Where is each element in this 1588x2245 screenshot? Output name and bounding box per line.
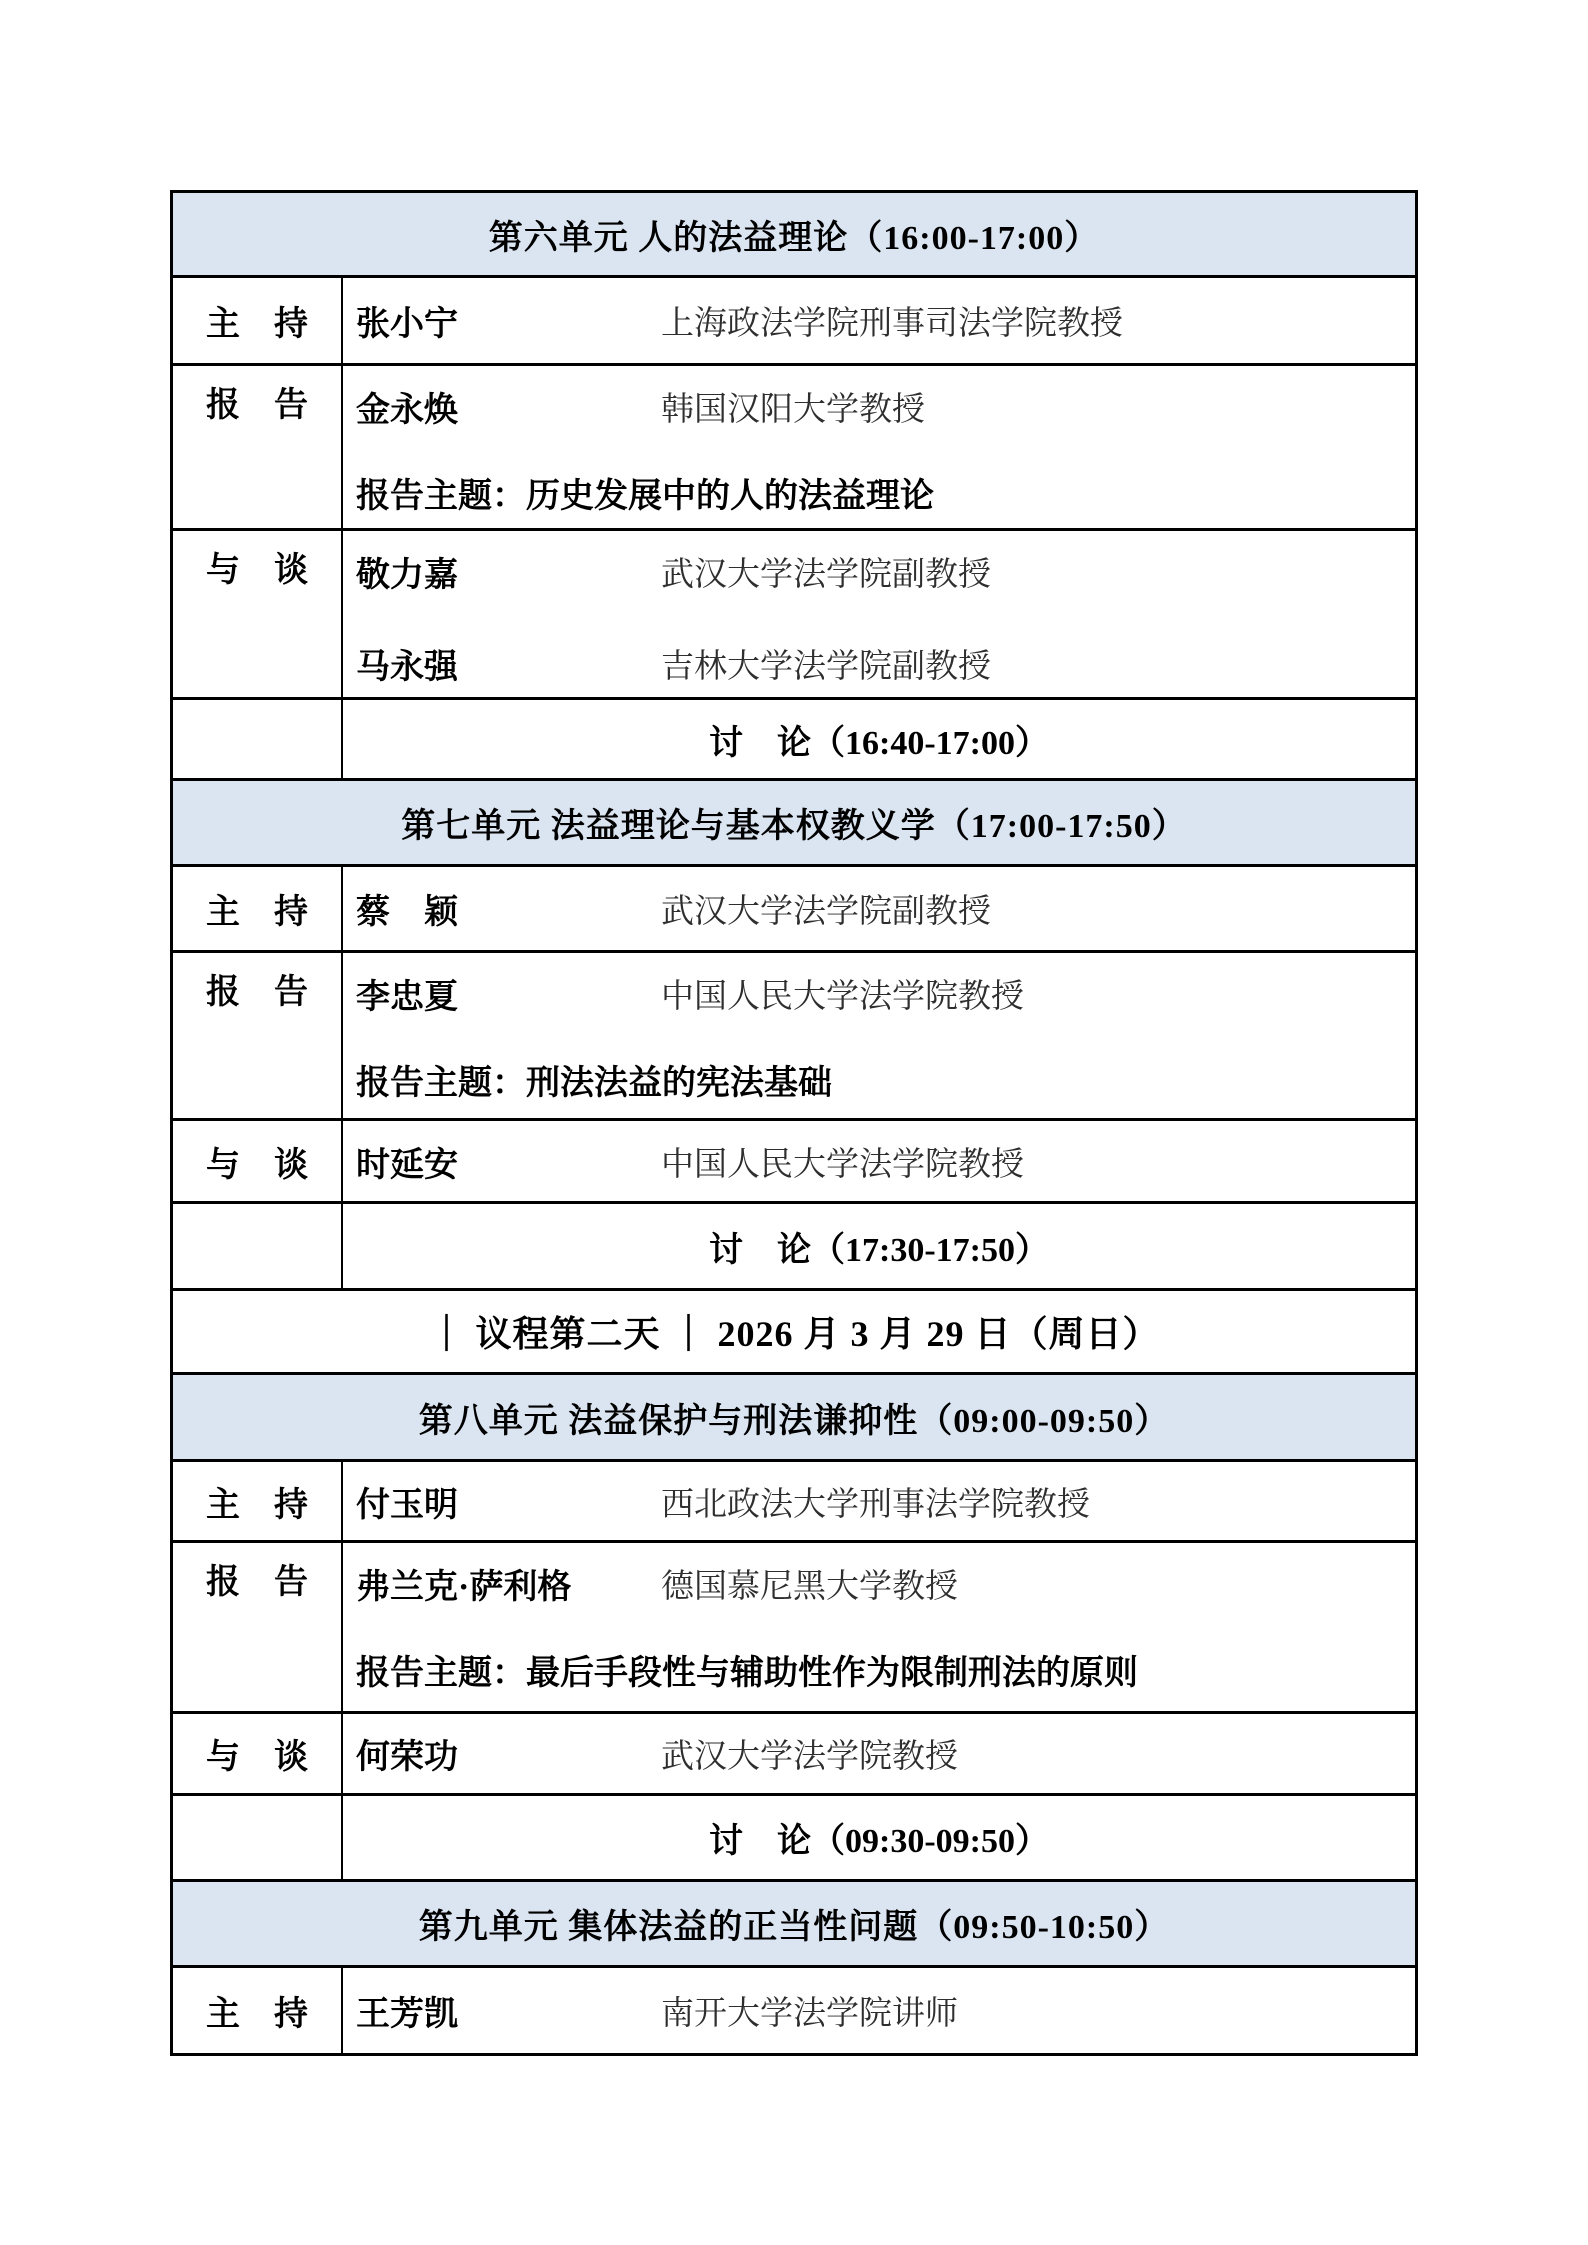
person-name: 蔡 颖 [356, 894, 458, 931]
agenda-table [170, 190, 1418, 2056]
role-label: 主 持 [206, 894, 308, 931]
content-cell [343, 1968, 1415, 2053]
person-affiliation: 德国慕尼黑大学教授 [661, 1568, 958, 1605]
person-line [356, 885, 1415, 933]
discussion-cell [343, 1796, 1415, 1879]
report-topic: 报告主题：刑法法益的宪法基础 [356, 1064, 832, 1102]
person-name: 时延安 [356, 1146, 458, 1184]
topic-line [356, 1055, 1415, 1103]
role-label: 报 告 [206, 974, 308, 1011]
role-cell [173, 1714, 343, 1793]
person-name: 弗兰克·萨利格 [356, 1568, 572, 1606]
person-affiliation: 武汉大学法学院副教授 [661, 894, 991, 930]
role-cell [173, 953, 343, 1118]
discussion-cell [343, 1204, 1415, 1288]
person-affiliation: 中国人民大学法学院教授 [661, 978, 1024, 1015]
table-row-discussion [173, 1796, 1415, 1882]
section-title: 第六单元 人的法益理论（16:00-17:00） [488, 219, 1100, 257]
role-cell-empty [173, 1204, 343, 1288]
role-cell [173, 278, 343, 363]
content-cell [343, 1121, 1415, 1201]
section-title: 第七单元 法益理论与基本权教义学（17:00-17:50） [401, 808, 1187, 845]
person-name: 马永强 [356, 648, 458, 686]
person-name: 付玉明 [356, 1486, 458, 1524]
day2-banner-text: ｜ 议程第二天 ｜ 2026 月 3 月 29 日（周日） [428, 1314, 1160, 1354]
person-name: 王芳凯 [356, 1996, 458, 2033]
table-row-talk [173, 1714, 1415, 1796]
role-cell [173, 531, 343, 697]
person-line [356, 1730, 1415, 1778]
person-affiliation: 中国人民大学法学院教授 [661, 1146, 1024, 1183]
role-cell [173, 1462, 343, 1540]
section-header-unit7 [173, 781, 1415, 867]
topic-line [356, 1645, 1415, 1693]
table-row-host [173, 1462, 1415, 1543]
content-cell [343, 1714, 1415, 1793]
table-row-discussion [173, 1204, 1415, 1291]
role-cell-empty [173, 1796, 343, 1879]
person-line [356, 1987, 1415, 2035]
table-row-host [173, 867, 1415, 953]
person-affiliation: 西北政法大学刑事法学院教授 [661, 1486, 1090, 1523]
role-label: 报 告 [206, 387, 308, 424]
person-line [356, 639, 1415, 687]
person-affiliation: 武汉大学法学院教授 [661, 1739, 958, 1775]
person-line [356, 382, 1415, 430]
table-row-report [173, 366, 1415, 531]
table-row-host [173, 278, 1415, 366]
person-line [356, 297, 1415, 345]
person-affiliation: 武汉大学法学院副教授 [661, 556, 991, 593]
role-label: 与 谈 [206, 552, 308, 589]
person-line [356, 1559, 1415, 1607]
content-cell [343, 953, 1415, 1118]
person-affiliation: 上海政法学院刑事司法学院教授 [661, 306, 1123, 342]
report-topic: 报告主题：历史发展中的人的法益理论 [356, 477, 934, 515]
person-name: 张小宁 [356, 306, 458, 343]
role-cell [173, 867, 343, 950]
person-name: 李忠夏 [356, 978, 458, 1016]
role-label: 与 谈 [206, 1739, 308, 1776]
discussion-cell [343, 700, 1415, 778]
person-name: 敬力嘉 [356, 556, 458, 594]
role-cell [173, 1121, 343, 1201]
role-cell [173, 366, 343, 528]
role-label: 主 持 [206, 1486, 308, 1524]
role-cell [173, 1543, 343, 1711]
content-cell [343, 1462, 1415, 1540]
section-header-unit6 [173, 193, 1415, 278]
person-affiliation: 韩国汉阳大学教授 [661, 391, 925, 428]
section-title: 第九单元 集体法益的正当性问题（09:50-10:50） [418, 1909, 1170, 1946]
role-label: 报 告 [206, 1564, 308, 1601]
day2-banner [173, 1291, 1415, 1375]
content-cell [343, 366, 1415, 528]
role-cell-empty [173, 700, 343, 778]
role-cell [173, 1968, 343, 2053]
content-cell [343, 1543, 1415, 1711]
person-affiliation: 吉林大学法学院副教授 [661, 648, 991, 685]
section-title: 第八单元 法益保护与刑法谦抑性（09:00-09:50） [418, 1402, 1170, 1440]
discussion-text: 讨 论（09:30-09:50） [709, 1823, 1049, 1860]
report-topic: 报告主题：最后手段性与辅助性作为限制刑法的原则 [356, 1654, 1138, 1692]
table-row-host [173, 1968, 1415, 2053]
person-name: 金永焕 [356, 391, 458, 429]
content-cell [343, 531, 1415, 697]
content-cell [343, 278, 1415, 363]
person-affiliation: 南开大学法学院讲师 [661, 1996, 958, 2032]
role-label: 主 持 [206, 1996, 308, 2033]
section-header-unit9 [173, 1882, 1415, 1968]
person-line [356, 1477, 1415, 1525]
section-header-unit8 [173, 1375, 1415, 1462]
table-row-talk [173, 531, 1415, 700]
topic-line [356, 468, 1415, 516]
person-name: 何荣功 [356, 1739, 458, 1776]
table-row-report [173, 1543, 1415, 1714]
table-row-discussion [173, 700, 1415, 781]
role-label: 主 持 [206, 306, 308, 343]
discussion-text: 讨 论（16:40-17:00） [709, 724, 1049, 762]
role-label: 与 谈 [206, 1146, 308, 1184]
table-row-talk [173, 1121, 1415, 1204]
table-row-report [173, 953, 1415, 1121]
person-line [356, 969, 1415, 1017]
person-line [356, 1137, 1415, 1185]
discussion-text: 讨 论（17:30-17:50） [709, 1231, 1049, 1269]
content-cell [343, 867, 1415, 950]
person-line [356, 547, 1415, 595]
